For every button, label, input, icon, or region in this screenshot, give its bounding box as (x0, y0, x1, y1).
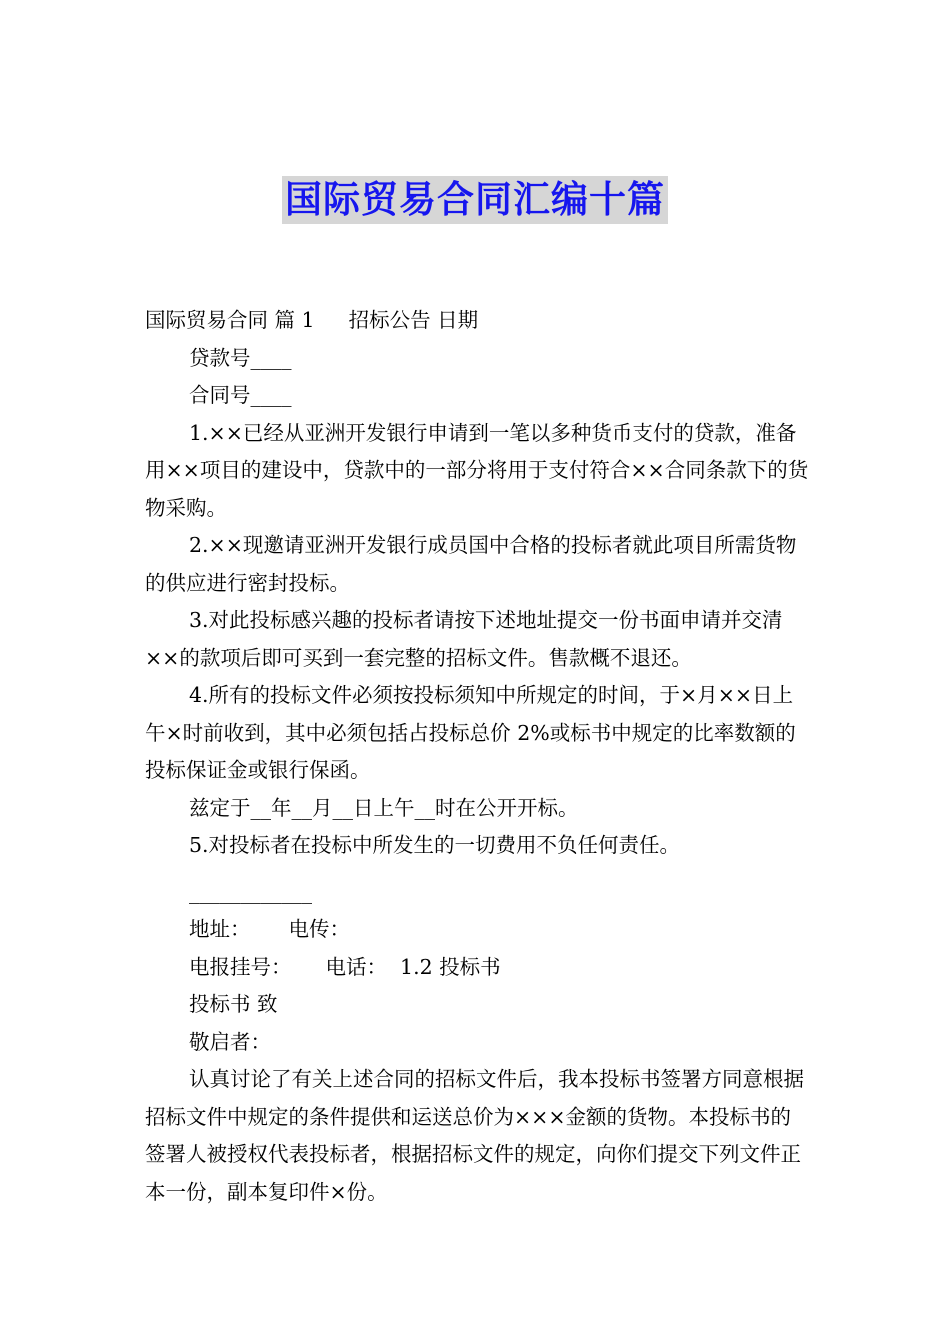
bid-addressee-line: 投标书 致 (189, 992, 278, 1016)
contract-number-line: 合同号____ (189, 383, 292, 407)
notice-date-label: 招标公告 日期 (348, 308, 479, 332)
signature-line: ____________ (189, 879, 312, 904)
fax-label: 电传： (288, 917, 350, 941)
phone-label: 电话： (325, 954, 387, 979)
cable-label: 电报挂号： (189, 954, 292, 979)
paragraph-1: 1.××已经从亚洲开发银行申请到一笔以多种货币支付的贷款，准备用××项目的建设中，贷款中的一部分将用于支付符合××合同条款下的货物采购。 (145, 420, 809, 520)
header-line (145, 302, 810, 340)
paragraph-3: 3.对此投标感兴趣的投标者请按下述地址提交一份书面申请并交清××的款项后即可买到一套完整的招标文件。售款概不退还。 (145, 608, 783, 670)
document-title: 国际贸易合同汇编十篇 (282, 176, 668, 224)
salutation: 敬启者： (189, 1029, 271, 1054)
section-heading: 国际贸易合同 篇 1 (145, 308, 315, 332)
paragraph-5: 5.对投标者在投标中所发生的一切费用不负任何责任。 (189, 833, 681, 857)
section-1-2-heading: 1.2 投标书 (400, 954, 501, 979)
paragraph-6: 认真讨论了有关上述合同的招标文件后，我本投标书签署方同意根据招标文件中规定的条件提供和运送总价为×××金额的货物。本投标书的签署人被授权代表投标者，根据招标文件的规定，向你们提交下列文件正本一份，副本复印件×份。 (145, 1067, 804, 1204)
cable-phone-line (145, 949, 810, 987)
paragraph-4: 4.所有的投标文件必须按投标须知中所规定的时间，于×月××日上午×时前收到，其中必须包括占投标总价 2%或标书中规定的比率数额的投标保证金或银行保函。 (145, 683, 796, 782)
paragraph-2: 2.××现邀请亚洲开发银行成员国中合格的投标者就此项目所需货物的供应进行密封投标。 (145, 533, 797, 595)
loan-number-line: 贷款号____ (189, 345, 292, 370)
bid-opening-line: 兹定于__年__月__日上午__时在公开开标。 (189, 795, 579, 820)
address-label: 地址： (189, 917, 251, 941)
title-container (0, 176, 950, 224)
document-body (145, 302, 810, 1211)
address-fax-line (145, 911, 810, 949)
